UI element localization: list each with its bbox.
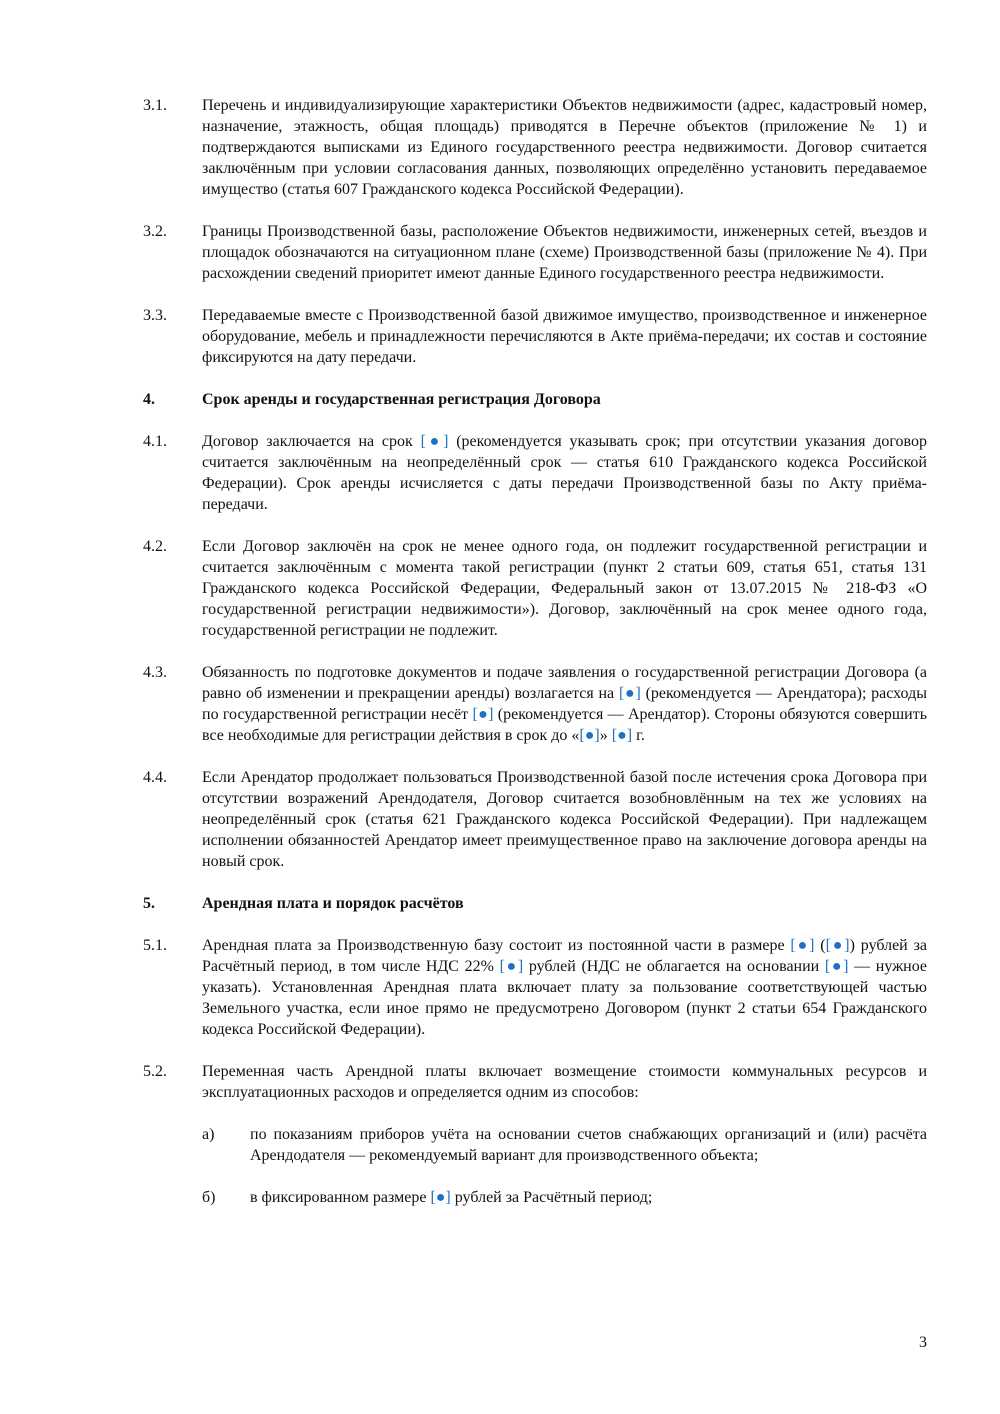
clause-number: 4.3. [143,664,167,681]
subclause-5-2-b [202,1187,927,1208]
clause-text-part: (рекомендуется — Арендатор). Стороны обязуются совершить все необходимые для регистрации действия в срок до « [202,706,927,744]
clause-text-part: — нужное указать). Установленная Арендная плата включает плату за пользование соответствующей частью Земельного участка, если иное прямо не предусмотрено Договором (пункт 2 статьи 654 Гражданского кодекса Российской Федерации). [202,958,928,1038]
subclause-letter: а) [202,1126,215,1143]
clause-text-part: (рекомендуется указывать срок; при отсутствии указания договор считается заключённым на неопределённый срок — статья 610 Гражданского кодекса Российской Федерации). Срок аренды исчисляется с даты передачи Производственной базы по Акту приёма-передачи. [202,433,928,513]
clause-text-part: г. [632,727,645,744]
clause-text: Если Договор заключён на срок не менее одного года, он подлежит государственной регистрации и считается заключённым с момента такой регистрации (пункт 2 статьи 609, статья 651, статья 131 Гражданского кодекса Российской Федерации, Федеральный закон от 13.07.2015 № 218-ФЗ «О государственной регистрации недвижимости»). Договор, заключённый на срок менее одного года, государственной регистрации не подлежит. [202,538,927,639]
section-title: Срок аренды и государственная регистрация Договора [202,391,601,408]
clause-text-part: Договор заключается на срок [202,433,421,450]
clause-text-part: ( [814,937,826,954]
clause-3-1 [143,95,927,200]
clause-text: Если Арендатор продолжает пользоваться Производственной базой после истечения срока Договора при отсутствии возражений Арендодателя, Договор считается возобновлённым на тех же условиях на неопределённый срок (статья 621 Гражданского кодекса Российской Федерации). При надлежащем исполнении обязанностей Арендатор имеет преимущественное право на заключение договора аренды на новый срок. [202,769,927,870]
page-number: 3 [919,1334,927,1351]
clause-text-part: рублей (НДС не облагается на основании [523,958,825,975]
clause-number: 5.1. [143,937,167,954]
clause-text-part: (рекомендуется — Арендатора); расходы по государственной регистрации несёт [202,685,927,723]
clause-4-3 [143,662,927,746]
placeholder-field: [●] [499,958,524,975]
subclause-letter: б) [202,1189,216,1206]
placeholder-field: [●] [579,727,600,744]
clause-5-2 [143,1061,927,1103]
clause-text [202,935,927,1040]
clause-3-2 [143,221,927,284]
section-heading-5 [143,893,927,914]
placeholder-field: [●] [790,937,815,954]
clause-number: 4.1. [143,433,167,450]
clause-text-part: Обязанность по подготовке документов и подаче заявления о государственной регистрации Договора (а равно об изменении и прекращении аренды) возлагается на [202,664,927,702]
placeholder-field: [●] [618,685,641,702]
clause-number: 5.2. [143,1063,167,1080]
placeholder-field: [●] [825,937,850,954]
clause-text: Передаваемые вместе с Производственной базой движимое имущество, производственное и инженерное оборудование, мебель и принадлежности перечисляются в Акте приёма-передачи; их состав и состояние фиксируются на дату передачи. [202,307,927,366]
clause-text [202,431,927,515]
placeholder-field: [●] [430,1189,451,1206]
subclause-text [250,1187,927,1208]
clause-4-4 [143,767,927,872]
clause-number: 3.3. [143,307,167,324]
clause-text [202,662,927,746]
subclause-5-2-a [202,1124,927,1166]
clause-number: 3.1. [143,97,167,114]
clause-text-part: ) рублей за Расчётный период, в том числе НДС 22% [202,937,928,975]
clause-text-part: » [599,727,612,744]
section-title: Арендная плата и порядок расчётов [202,895,464,912]
clause-text: Перечень и индивидуализирующие характеристики Объектов недвижимости (адрес, кадастровый номер, назначение, этажность, общая площадь) приводятся в Перечне объектов (приложение № 1) и подтверждаются выписками из Единого государственного реестра недвижимости. Договор считается заключённым при условии согласования данных, позволяющих определённо установить передаваемое имущество (статья 607 Гражданского кодекса Российской Федерации). [202,97,927,198]
clause-5-1 [143,935,927,1040]
placeholder-field: [●] [611,727,633,744]
clause-text: Границы Производственной базы, расположение Объектов недвижимости, инженерных сетей, въездов и площадок обозначаются на ситуационном плане (схеме) Производственной базы (приложение № 4). При расхождении сведений приоритет имеют данные Единого государственного реестра недвижимости. [202,223,927,282]
section-heading-4 [143,389,927,410]
subclause-text: по показаниям приборов учёта на основании счетов снабжающих организаций и (или) расчёта Арендодателя — рекомендуемый вариант для производственного объекта; [250,1126,927,1164]
document-body [143,95,927,1229]
clause-number: 4.4. [143,769,167,786]
placeholder-field: [●] [472,706,494,723]
clause-text: Переменная часть Арендной платы включает возмещение стоимости коммунальных ресурсов и эксплуатационных расходов и определяется одним из способов: [202,1063,927,1101]
clause-text-part: Арендная плата за Производственную базу состоит из постоянной части в размере [202,937,791,954]
section-number: 5. [143,895,155,912]
clause-4-2 [143,536,927,641]
clause-text-part: рублей за Расчётный период; [450,1189,653,1206]
placeholder-field: [●] [420,433,449,450]
clause-number: 4.2. [143,538,167,555]
clause-number: 3.2. [143,223,167,240]
clause-3-3 [143,305,927,368]
placeholder-field: [●] [824,958,849,975]
clause-text-part: в фиксированном размере [250,1189,431,1206]
clause-4-1 [143,431,927,515]
section-number: 4. [143,391,155,408]
